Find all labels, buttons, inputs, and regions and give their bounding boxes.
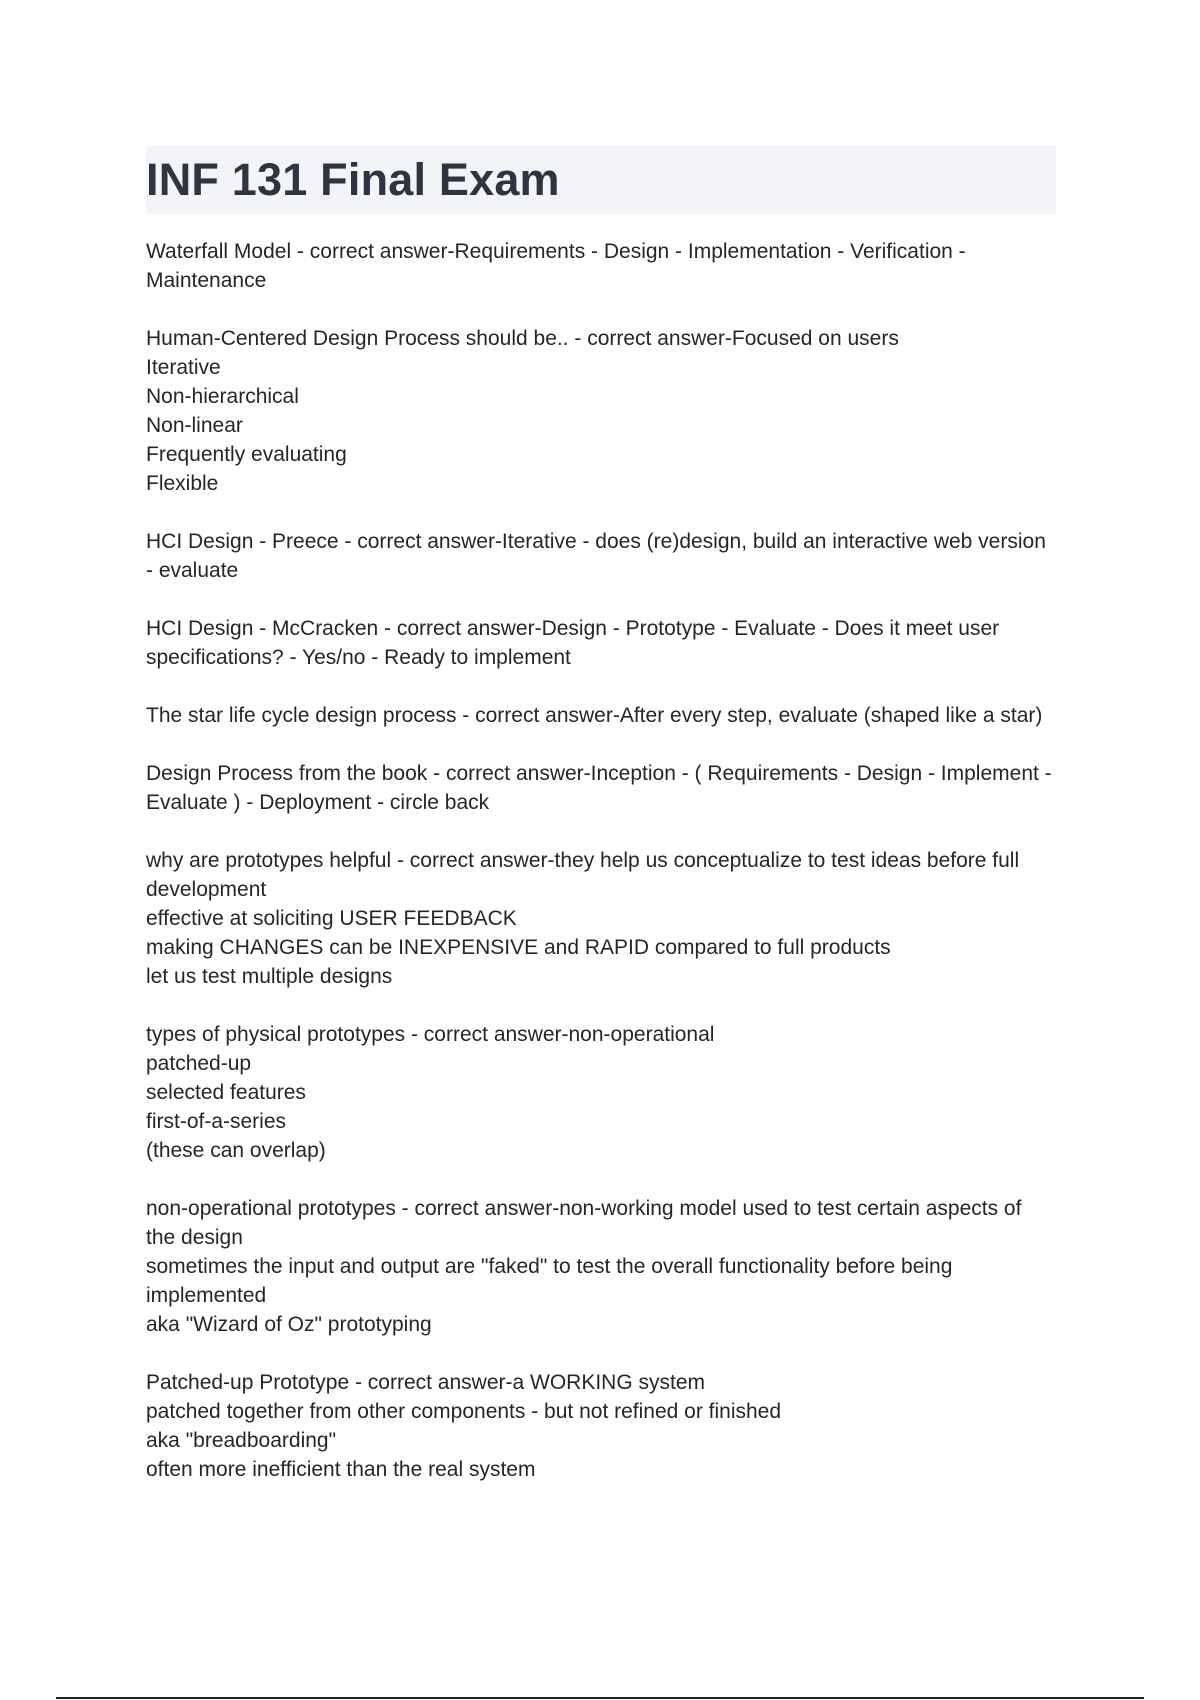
footer-divider xyxy=(56,1697,1144,1699)
entry-line: sometimes the input and output are "faked" to test the overall functionality before being implemented xyxy=(146,1255,953,1307)
entry-line: Iterative xyxy=(146,356,221,379)
entry-line: HCI Design - Preece - correct answer-Iterative - does (re)design, build an interactive web version - evaluate xyxy=(146,530,1046,582)
entry-line: making CHANGES can be INEXPENSIVE and RAPID compared to full products xyxy=(146,936,891,959)
entry-line: first-of-a-series xyxy=(146,1110,287,1133)
entry-line: patched-up xyxy=(146,1052,252,1075)
entry-line: Frequently evaluating xyxy=(146,443,347,466)
qa-entry xyxy=(146,701,1056,730)
entry-line: Waterfall Model - correct answer-Requirements - Design - Implementation - Verification - Maintenance xyxy=(146,240,966,292)
entry-line: types of physical prototypes - correct answer-non-operational xyxy=(146,1023,715,1046)
entry-line: why are prototypes helpful - correct answer-they help us conceptualize to test ideas before full development xyxy=(146,849,1020,901)
entry-line: let us test multiple designs xyxy=(146,965,393,988)
entry-line: Design Process from the book - correct answer-Inception - ( Requirements - Design - Implement - Evaluate ) - Deployment - circle back xyxy=(146,762,1052,814)
title-banner xyxy=(146,146,1056,214)
entry-line: The star life cycle design process - correct answer-After every step, evaluate (shaped like a star) xyxy=(146,704,1043,727)
entry-line: selected features xyxy=(146,1081,306,1104)
document-page xyxy=(146,146,1056,1513)
entry-line: non-operational prototypes - correct answer-non-working model used to test certain aspects of the design xyxy=(146,1197,1022,1249)
qa-entry xyxy=(146,614,1056,672)
qa-entry xyxy=(146,1194,1056,1339)
entry-line: Flexible xyxy=(146,472,219,495)
qa-entry xyxy=(146,1020,1056,1165)
qa-entry xyxy=(146,846,1056,991)
qa-list xyxy=(146,237,1056,1484)
entry-line: aka "Wizard of Oz" prototyping xyxy=(146,1313,432,1336)
qa-entry xyxy=(146,1368,1056,1484)
page-title: INF 131 Final Exam xyxy=(146,154,560,205)
entry-line: Human-Centered Design Process should be.. - correct answer-Focused on users xyxy=(146,327,899,350)
entry-line: (these can overlap) xyxy=(146,1139,326,1162)
qa-entry xyxy=(146,324,1056,498)
entry-line: Non-linear xyxy=(146,414,243,437)
qa-entry xyxy=(146,527,1056,585)
qa-entry xyxy=(146,759,1056,817)
entry-line: often more inefficient than the real system xyxy=(146,1458,536,1481)
entry-line: patched together from other components - but not refined or finished xyxy=(146,1400,782,1423)
entry-line: Non-hierarchical xyxy=(146,385,299,408)
entry-line: HCI Design - McCracken - correct answer-Design - Prototype - Evaluate - Does it meet user specifications? - Yes/no - Ready to implement xyxy=(146,617,1000,669)
entry-line: aka "breadboarding" xyxy=(146,1429,337,1452)
entry-line: effective at soliciting USER FEEDBACK xyxy=(146,907,517,930)
entry-line: Patched-up Prototype - correct answer-a WORKING system xyxy=(146,1371,706,1394)
qa-entry xyxy=(146,237,1056,295)
